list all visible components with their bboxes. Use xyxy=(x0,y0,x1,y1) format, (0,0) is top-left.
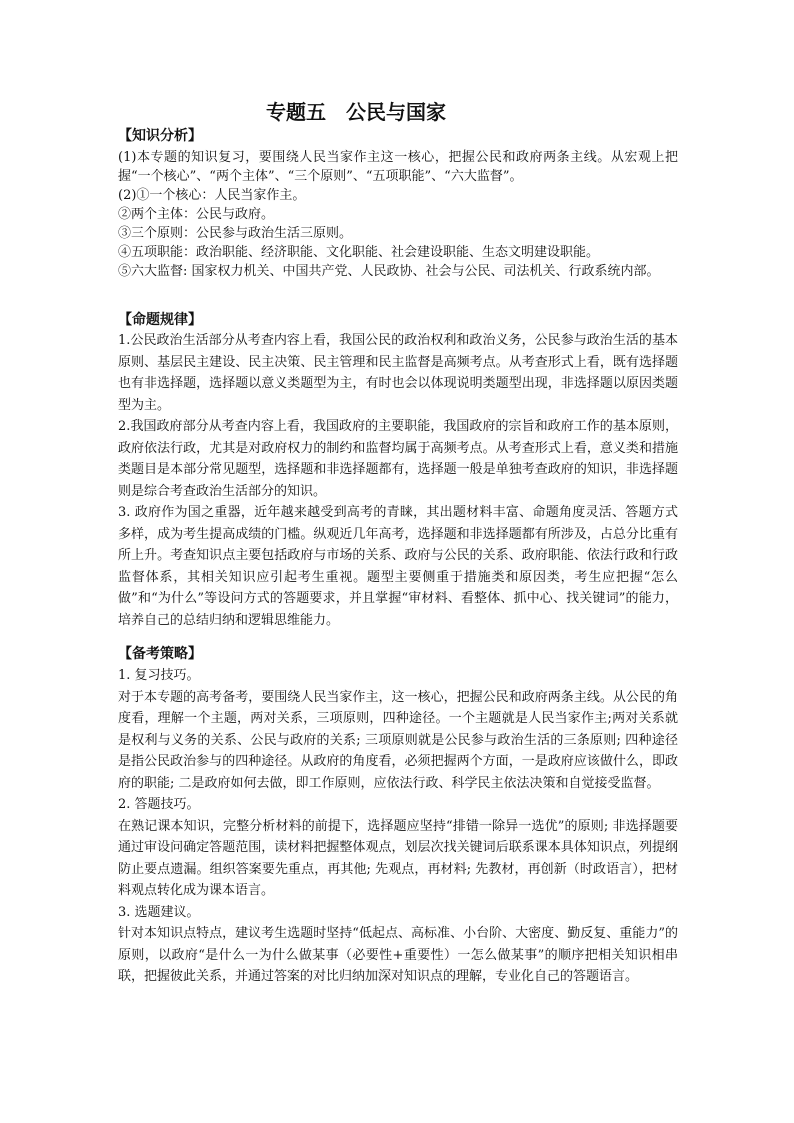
knowledge-line: ②两个主体：公民与政府。 xyxy=(118,207,275,222)
section-heading-knowledge: 【知识分析】 xyxy=(118,128,202,144)
rules-paragraph: 3. 政府作为国之重器，近年越来越受到高考的青睐，其出题材料丰富、命题角度灵活、答题方式多样，成为考生提高成绩的门槛。纵观近几年高考，选择题和非选择题都有所涉及，占总分比重有所上升。考查知识点主要包括政府与市场的关系、政府与公民的关系、政府职能、依法行政和行政监督体系，其相关知识应引起考生重视。题型主要侧重于措施类和原因类，考生应把握“怎么做”和“为什么”等设问方式的答题要求，并且掌握“审材料、看整体、抓中心、找关键词”的能力，培养自己的总结归纳和逻辑思维能力。 xyxy=(118,505,678,628)
strategy-item-body: 针对本知识点特点，建议考生选题时坚持“低起点、高标准、小台阶、大密度、勤反复、重能力”的原则，以政府“是什么一为什么做某事（必要性+重要性）一怎么做某事”的顺序把相关知识相串联，把握彼此关系，并通过答案的对比归纳加深对知识点的理解，专业化自己的答题语言。 xyxy=(118,926,678,984)
rules-paragraph: 2.我国政府部分从考查内容上看，我国政府的主要职能，我国政府的宗旨和政府工作的基本原则，政府依法行政，尤其是对政府权力的制约和监督均属于高频考点。从考查形式上看，意义类和措施类题目是本部分常见题型，选择题和非选择题都有，选择题一般是单独考查政府的知识，非选择题则是综合考查政治生活部分的知识。 xyxy=(118,419,678,499)
knowledge-line: ⑤六大监督: 国家权力机关、中国共产党、人民政协、社会与公民、司法机关、行政系统内部。 xyxy=(118,264,660,279)
knowledge-line: ③三个原则：公民参与政治生活三原则。 xyxy=(118,226,353,241)
section-heading-strategy: 【备考策略】 xyxy=(118,646,202,662)
strategy-item-title: 1. 复习技巧。 xyxy=(118,668,200,683)
page-title: 专题五 公民与国家 xyxy=(266,100,446,124)
strategy-item-body: 在熟记课本知识，完整分析材料的前提下，选择题应坚持“排错一除异一选优”的原则; 非选择题要通过审设问确定答题范围，读材料把握整体观点，划层次找关键词后联系课本具体知识点，列提纲防止要点遗漏。组织答案要先重点，再其他; 先观点，再材料; 先教材，再创新（时政语言），把材料观点转化成为课本语言。 xyxy=(118,818,678,898)
knowledge-line: ④五项职能：政治职能、经济职能、文化职能、社会建设职能、生态文明建设职能。 xyxy=(118,245,600,260)
section-heading-rules: 【命题规律】 xyxy=(118,312,202,328)
knowledge-line: (2)①一个核心：人民当家作主。 xyxy=(118,188,306,203)
knowledge-section xyxy=(118,148,678,281)
strategy-item-title: 3. 选题建议。 xyxy=(118,904,200,920)
strategy-item-title: 2. 答题技巧。 xyxy=(118,797,200,812)
rules-paragraph: 1.公民政治生活部分从考查内容上看，我国公民的政治权利和政治义务，公民参与政治生活的基本原则、基层民主建设、民主决策、民主管理和民主监督是高频考点。从考查形式上看，既有选择题也有非选择题，选择题以意义类题型为主，有时也会以体现说明类题型出现，非选择题以原因类题型为主。 xyxy=(118,333,678,413)
strategy-item-body: 对于本专题的高考备考，要围绕人民当家作主，这一核心，把握公民和政府两条主线。从公民的角度看，理解一个主题，两对关系，三项原则，四种途径。一个主题就是人民当家作主;两对关系就是权利与义务的关系、公民与政府的关系; 三项原则就是公民参与政治生活的三条原则; 四种途径是指公民政治参与的四种途径。从政府的角度看，必须把握两个方面，一是政府应该做什么，即政府的职能; 二是政府如何去做，即工作原则，应依法行政、科学民主依法决策和自觉接受监督。 xyxy=(118,689,678,791)
rules-section xyxy=(118,330,678,631)
knowledge-line: (1)本专题的知识复习，要围绕人民当家作主这一核心，把握公民和政府两条主线。从宏观上把握“一个核心”、“两个主体”、“三个原则”、“五项职能”、“六大监督”。 xyxy=(118,150,678,184)
strategy-section xyxy=(118,665,678,988)
